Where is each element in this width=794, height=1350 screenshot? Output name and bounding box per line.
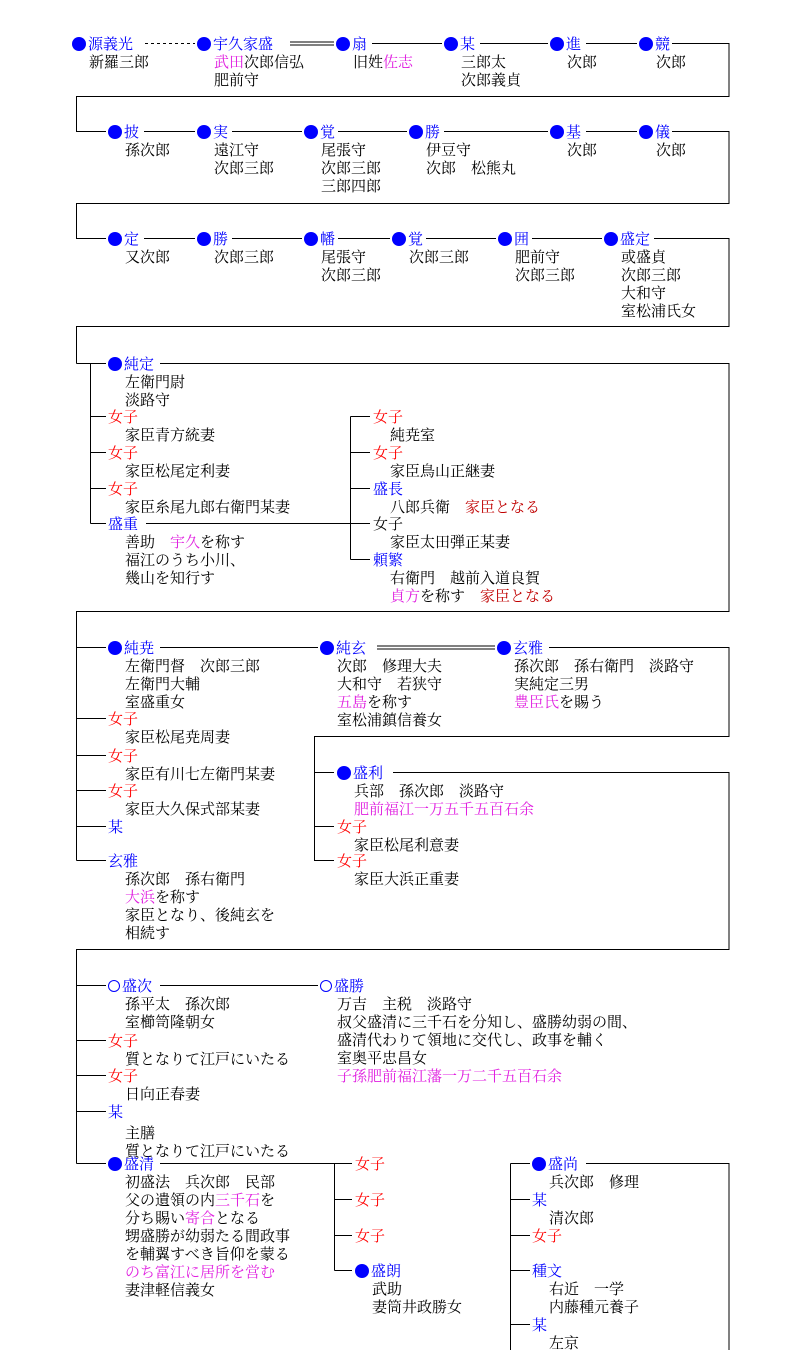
node-detail: を称す: [367, 693, 413, 711]
node-name: 頼繁: [373, 551, 404, 569]
node-name: 種文: [532, 1262, 563, 1280]
node-detail: を輔翼すべき旨仰を蒙る: [125, 1245, 290, 1263]
node-moto: [550, 123, 597, 159]
person-dot-icon: [550, 37, 564, 51]
person-dot-icon: [409, 125, 423, 139]
node-detail: 室松浦鎮信養女: [337, 711, 443, 729]
node-kisou: [639, 35, 686, 71]
node-detail: 兵次郎 修理: [549, 1173, 640, 1191]
note-text: 家臣となる: [480, 587, 556, 605]
node-name: 女子: [373, 515, 404, 533]
node-detail: 家臣鳥山正継妻: [390, 462, 496, 480]
node-name: 女子: [355, 1191, 386, 1209]
node-detail: 右衛門 越前入道良賀: [390, 569, 541, 587]
node-detail: 家臣太田弾正某妻: [390, 533, 511, 551]
note-text: 豊臣氏: [514, 693, 560, 711]
node-name: 玄雅: [513, 639, 544, 657]
node-harumasa-oohama: [108, 852, 275, 942]
node-detail: 左衛門大輔: [125, 675, 201, 693]
person-dot-icon: [336, 37, 350, 51]
node-daughter: [373, 408, 435, 444]
node-name: 女子: [108, 408, 139, 426]
node-daughter: [337, 818, 459, 854]
node-name: 盛勝: [334, 977, 365, 995]
note-text: 寄合: [185, 1209, 216, 1227]
node-name: 定: [124, 230, 140, 248]
note-text: 武田: [214, 53, 245, 71]
node-name: 盛利: [353, 764, 384, 782]
node-name: 某: [460, 35, 476, 53]
node-detail: 家臣有川七左衛門某妻: [125, 765, 276, 783]
node-name: 覚: [408, 230, 424, 248]
node-detail: 清次郎: [549, 1209, 595, 1227]
person-dot-icon: [197, 125, 211, 139]
node-detail: 大和守 若狭守: [337, 675, 443, 693]
person-dot-icon: [444, 37, 458, 51]
node-name: 盛次: [122, 977, 153, 995]
node-detail: 次郎: [656, 141, 687, 159]
node-daughter: [108, 480, 290, 516]
node-name: 某: [532, 1191, 548, 1209]
node-detail: 家臣青方統妻: [125, 426, 216, 444]
node-detail: を称す: [200, 533, 246, 551]
node-name: 盛定: [620, 230, 651, 248]
node-i: [498, 230, 575, 284]
node-unnamed-son: [108, 1103, 290, 1160]
node-daughter: [355, 1227, 385, 1245]
node-detail: 幾山を知行す: [125, 569, 216, 587]
node-detail: 肥前守: [214, 71, 260, 89]
node-detail: 次郎: [656, 53, 687, 71]
node-detail: 主膳: [125, 1124, 156, 1142]
node-detail: 次郎三郎: [409, 248, 470, 266]
node-detail: 遠江守: [214, 141, 260, 159]
node-daughter: [355, 1191, 385, 1209]
person-dot-icon: [108, 125, 122, 139]
node-detail: 尾張守: [321, 248, 367, 266]
node-detail: 孫平太 孫次郎: [125, 995, 231, 1013]
node-name: 幡: [320, 230, 336, 248]
node-detail: 家臣松尾尭周妻: [125, 728, 231, 746]
node-morinao: [532, 1155, 639, 1191]
node-name: 勝: [213, 230, 229, 248]
node-name: 女子: [108, 480, 139, 498]
node-detail: 父の遺領の内: [125, 1191, 216, 1209]
node-daughter: [108, 1032, 290, 1068]
node-detail: 室奥平忠昌女: [337, 1049, 428, 1067]
node-detail: 次郎三郎: [214, 159, 275, 177]
node-morishige: [108, 515, 245, 587]
node-yoshimitsu: [72, 35, 149, 71]
node-batsu: [108, 123, 170, 159]
node-daughter: [532, 1227, 562, 1245]
person-dot-icon: [304, 232, 318, 246]
node-detail: 家臣大久保式部某妻: [125, 800, 261, 818]
person-dot-icon: [604, 232, 618, 246]
node-detail: 妻筒井政勝女: [372, 1298, 463, 1316]
node-name: 女子: [532, 1227, 563, 1245]
node-detail: 或盛貞: [621, 248, 667, 266]
node-susumu: [550, 35, 597, 71]
node-iemori: [197, 35, 304, 89]
note-text: 五島: [337, 693, 368, 711]
node-daughter: [108, 1067, 200, 1103]
person-dot-icon: [497, 641, 511, 655]
node-detail: 質となりて江戸にいたる: [125, 1142, 291, 1160]
node-detail: 室盛重女: [125, 693, 186, 711]
person-dot-icon: [639, 37, 653, 51]
node-gi: [639, 123, 686, 159]
node-name: 盛朗: [371, 1262, 402, 1280]
node-name: 女子: [355, 1155, 386, 1173]
node-name: 扇: [352, 35, 368, 53]
node-detail: 次郎三郎: [321, 266, 382, 284]
node-name: 玄雅: [108, 852, 139, 870]
node-detail: 次郎三郎: [214, 248, 275, 266]
node-name: 源義光: [88, 35, 134, 53]
person-dot-icon: [108, 641, 122, 655]
person-dot-icon: [337, 766, 351, 780]
node-detail: 内藤種元養子: [549, 1298, 640, 1316]
node-detail: 武助: [372, 1280, 403, 1298]
node-ban: [304, 230, 381, 284]
node-name: 女子: [108, 782, 139, 800]
node-detail: 家臣松尾定利妻: [125, 462, 231, 480]
node-name: 某: [108, 818, 124, 836]
node-jitsu: [197, 123, 274, 177]
node-bou: [444, 35, 521, 89]
note-text: 宇久: [170, 533, 201, 551]
node-detail: 分ち賜い: [125, 1209, 186, 1227]
node-name: 某: [532, 1316, 548, 1334]
node-detail: 孫次郎 孫右衛門: [125, 870, 246, 888]
node-sumiharu: [320, 639, 442, 729]
note-text: 佐志: [383, 53, 414, 71]
node-name: 盛長: [373, 480, 404, 498]
node-daughter: [108, 747, 275, 783]
node-detail: 初盛法 兵次郎 民部: [125, 1173, 276, 1191]
person-dot-icon: [108, 232, 122, 246]
node-name: 盛清: [124, 1155, 155, 1173]
node-name: 進: [566, 35, 582, 53]
note-text: 子孫肥前福江藩一万二千五百石余: [337, 1067, 563, 1085]
node-detail: 次郎信弘: [244, 53, 305, 71]
person-dot-icon: [108, 357, 122, 371]
person-ring-icon: [108, 980, 120, 992]
node-detail: 家臣糸尾九郎右衛門某妻: [125, 498, 291, 516]
node-detail: 左衛門尉: [125, 373, 186, 391]
node-detail: 室松浦氏女: [621, 302, 697, 320]
node-detail: 次郎三郎: [321, 159, 382, 177]
node-name: 盛尚: [548, 1155, 579, 1173]
person-dot-icon: [72, 37, 86, 51]
node-detail: 孫次郎: [125, 141, 171, 159]
node-name: 某: [108, 1103, 124, 1121]
node-detail: 相続す: [125, 924, 171, 942]
node-detail: 右近 一学: [549, 1280, 625, 1298]
node-detail: 日向正春妻: [125, 1085, 201, 1103]
person-dot-icon: [532, 1157, 546, 1171]
node-detail: を: [260, 1191, 276, 1209]
node-daughter: [108, 710, 230, 746]
node-detail: 伊豆守: [426, 141, 472, 159]
node-name: 覚: [320, 123, 336, 141]
node-detail: 孫次郎 孫右衛門 淡路守: [514, 657, 695, 675]
note-text: 三千石: [215, 1191, 261, 1209]
node-detail: 次郎 松熊丸: [426, 159, 517, 177]
node-name: 儀: [655, 123, 671, 141]
node-detail: 大和守: [621, 284, 667, 302]
node-morikatsu: [320, 977, 637, 1085]
person-dot-icon: [498, 232, 512, 246]
person-ring-icon: [320, 980, 332, 992]
node-daughter: [108, 782, 260, 818]
node-daughter: [373, 515, 510, 551]
node-detail: 肥前守: [515, 248, 561, 266]
node-name: 女子: [108, 710, 139, 728]
node-detail: 左衛門督 次郎三郎: [125, 657, 261, 675]
node-name: 盛重: [108, 515, 139, 533]
node-sumitaka: [108, 639, 260, 711]
node-kaku1: [304, 123, 381, 195]
person-dot-icon: [639, 125, 653, 139]
node-name: 競: [655, 35, 671, 53]
node-name: 実: [213, 123, 229, 141]
node-daughter: [108, 408, 215, 444]
node-moriaki: [355, 1262, 462, 1316]
node-detail: 又次郎: [125, 248, 171, 266]
node-detail: 次郎 修理大夫: [337, 657, 443, 675]
node-unnamed-son: [532, 1191, 594, 1227]
node-name: 女子: [373, 408, 404, 426]
person-dot-icon: [355, 1264, 369, 1278]
person-dot-icon: [320, 641, 334, 655]
node-name: 女子: [355, 1227, 386, 1245]
node-detail: 三郎太: [461, 53, 507, 71]
node-name: 純尭: [124, 639, 155, 657]
node-detail: 八郎兵衛: [390, 498, 466, 516]
node-name: 勝: [425, 123, 441, 141]
node-name: 女子: [337, 852, 368, 870]
note-text: 貞方: [390, 587, 421, 605]
node-name: 囲: [514, 230, 530, 248]
node-detail: 万吉 主税 淡路守: [337, 995, 473, 1013]
node-detail: を賜う: [559, 693, 605, 711]
node-yorishige: [373, 551, 555, 605]
node-unnamed-son: [108, 818, 123, 836]
node-detail: 次郎三郎: [515, 266, 576, 284]
node-harumasa: [497, 639, 694, 711]
node-detail: 左京: [549, 1334, 580, 1350]
node-detail: を称す: [420, 587, 481, 605]
node-detail: となる: [215, 1209, 261, 1227]
node-detail: 家臣大浜正重妻: [354, 870, 460, 888]
note-text: 大浜: [125, 888, 156, 906]
node-tanefumi: [532, 1262, 639, 1316]
node-detail: 甥盛勝が幼弱たる間政事: [125, 1227, 291, 1245]
node-moritoshi: [337, 764, 534, 818]
person-dot-icon: [304, 125, 318, 139]
node-detail: 実純定三男: [514, 675, 590, 693]
node-daughter: [373, 444, 495, 480]
node-name: 純玄: [336, 639, 367, 657]
node-name: 純定: [124, 355, 155, 373]
node-name: 女子: [108, 1067, 139, 1085]
node-daughter: [108, 444, 230, 480]
node-name: 披: [124, 123, 140, 141]
node-name: 女子: [108, 1032, 139, 1050]
node-detail: 善助: [125, 533, 171, 551]
person-dot-icon: [392, 232, 406, 246]
person-dot-icon: [550, 125, 564, 139]
node-detail: 次郎三郎: [621, 266, 682, 284]
node-unnamed-son: [532, 1316, 579, 1350]
node-detail: 室櫛笥隆朝女: [125, 1013, 216, 1031]
node-detail: 尾張守: [321, 141, 367, 159]
node-detail: 次郎: [567, 141, 598, 159]
node-name: 宇久家盛: [213, 35, 274, 53]
node-katsu1: [409, 123, 516, 177]
node-detail: を称す: [155, 888, 201, 906]
node-kaku2: [392, 230, 469, 266]
node-daughter: [337, 852, 459, 888]
node-morisada: [604, 230, 696, 320]
node-name: 女子: [108, 444, 139, 462]
node-ogi: [336, 35, 413, 71]
node-detail: 盛清代わりて領地に交代し、政事を輔く: [337, 1031, 608, 1049]
node-detail: 兵部 孫次郎 淡路守: [354, 782, 505, 800]
node-detail: 質となりて江戸にいたる: [125, 1050, 291, 1068]
node-detail: 三郎四郎: [321, 177, 382, 195]
person-dot-icon: [197, 37, 211, 51]
node-name: 女子: [108, 747, 139, 765]
node-moritsugu: [108, 977, 230, 1031]
node-detail: 次郎: [567, 53, 598, 71]
node-detail: 福江のうち小川、: [125, 551, 246, 569]
note-text: のち富江に居所を営む: [125, 1263, 276, 1281]
note-text: 肥前福江一万五千五百石余: [354, 800, 535, 818]
person-dot-icon: [108, 1157, 122, 1171]
node-morinaga: [373, 480, 540, 516]
node-name: 女子: [373, 444, 404, 462]
node-detail: 家臣となり、後純玄を: [125, 906, 276, 924]
person-dot-icon: [197, 232, 211, 246]
node-katsu2: [197, 230, 274, 266]
node-name: 女子: [337, 818, 368, 836]
note-text: 家臣となる: [465, 498, 541, 516]
node-name: 基: [566, 123, 582, 141]
node-detail: 家臣松尾利意妻: [354, 836, 460, 854]
node-sumisada: [108, 355, 185, 409]
node-detail: 純尭室: [390, 426, 436, 444]
node-detail: 新羅三郎: [89, 53, 150, 71]
node-sada: [108, 230, 170, 266]
node-morikiyo: [108, 1155, 290, 1299]
node-daughter: [355, 1155, 385, 1173]
node-detail: 旧姓: [353, 53, 384, 71]
node-detail: 次郎義貞: [461, 71, 522, 89]
node-detail: 淡路守: [125, 391, 171, 409]
node-detail: 叔父盛清に三千石を分知し、盛勝幼弱の間、: [337, 1013, 638, 1031]
node-detail: 妻津軽信義女: [125, 1281, 216, 1299]
